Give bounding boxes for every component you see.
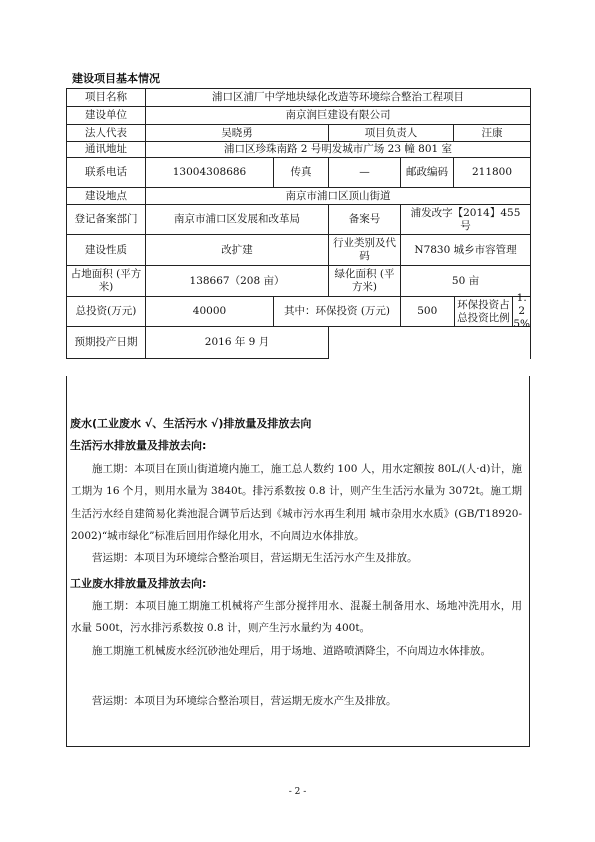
project-name: 浦口区浦厂中学地块绿化改造等环境综合整治工程项目 (146, 89, 531, 107)
approval-dept: 南京市浦口区发展和改革局 (146, 205, 329, 235)
env-invest-label: 其中：环保投资 (万元) (274, 297, 401, 327)
phone: 13004308686 (146, 158, 274, 188)
industrial-operation-paragraph: 营运期：本项目为环境综合整治项目，营运期无废水产生及排放。 (92, 695, 397, 707)
fax: — (329, 158, 401, 188)
start-date-label: 预期投产日期 (67, 327, 146, 359)
project-name-label: 项目名称 (67, 89, 146, 107)
env-ratio-label: 环保投资占总投资比例 (454, 297, 514, 326)
project-lead-label: 项目负责人 (329, 125, 454, 142)
table-row (67, 107, 531, 125)
site-label: 建设地点 (67, 188, 146, 205)
unit: 南京润巨建设有限公司 (146, 107, 531, 125)
table-row (67, 205, 531, 235)
project-lead: 汪康 (454, 125, 531, 142)
env-invest: 500 (401, 297, 454, 327)
nature: 改扩建 (146, 235, 329, 266)
address: 浦口区珍珠南路 2 号明发城市广场 23 幢 801 室 (146, 142, 531, 158)
record-no: 浦发改字【2014】455 号 (401, 205, 531, 235)
table-row (67, 158, 531, 188)
green-area: 50 亩 (401, 266, 531, 297)
approval-dept-label: 登记备案部门 (67, 205, 146, 235)
industrial-treatment-paragraph: 施工期施工机械废水经沉砂池处理后，用于场地、道路喷洒降尘，不向周边水体排放。 (92, 645, 491, 657)
empty-cell (329, 327, 531, 359)
site: 南京市浦口区顶山街道 (146, 188, 531, 205)
industry: N7830 城乡市容管理 (401, 235, 531, 266)
env-ratio: 1.25% (513, 292, 531, 330)
industry-label: 行业类别及代码 (329, 235, 401, 266)
table-row (67, 125, 531, 142)
postcode: 211800 (454, 158, 531, 188)
invest: 40000 (146, 297, 274, 327)
section-title: 建设项目基本情况 (72, 72, 160, 85)
domestic-construction-paragraph: 施工期：本项目在顶山街道境内施工，施工总人数约 100 人，用水定额按 80L/(人·d)计，施工期为 16 个月，则用水量为 3840t。排污系数按 0.8 计，则产生生活污水量为 3072t。施工期生活污水经自建简易化粪池混合调节后达到《城市污水再生利用 城市杂用水水质》(GB/T18920-2002)“城市绿化”标准后回用作绿化用水，不向周边水体排放。 (71, 463, 522, 542)
area-label: 占地面积 (平方米) (67, 266, 146, 297)
legal-rep-label: 法人代表 (67, 125, 146, 142)
legal-rep: 吴晓勇 (146, 125, 329, 142)
page-number: - 2 - (288, 787, 307, 797)
table-row (67, 266, 531, 297)
basic-info-table (66, 88, 531, 359)
record-no-label: 备案号 (329, 205, 401, 235)
table-row (67, 297, 531, 327)
domestic-operation-paragraph: 营运期：本项目为环境综合整治项目，营运期无生活污水产生及排放。 (92, 552, 418, 564)
postcode-label: 邮政编码 (401, 158, 454, 188)
area: 138667（208 亩） (146, 266, 329, 297)
phone-label: 联系电话 (67, 158, 146, 188)
green-area-label: 绿化面积 (平方米) (329, 266, 401, 297)
domestic-heading: 生活污水排放量及排放去向: (70, 439, 207, 452)
table-row (67, 235, 531, 266)
invest-label: 总投资(万元) (67, 297, 146, 327)
table-row (67, 142, 531, 158)
table-row (67, 89, 531, 107)
start-date: 2016 年 9 月 (146, 327, 329, 359)
industrial-construction-paragraph: 施工期：本项目施工期施工机械将产生部分搅拌用水、混凝土制备用水、场地冲洗用水，用水量 500t，污水排污系数按 0.8 计，则产生污水量约为 400t。 (71, 600, 522, 635)
unit-label: 建设单位 (67, 107, 146, 125)
table-row (67, 327, 531, 359)
industrial-heading: 工业废水排放量及排放去向: (70, 577, 207, 590)
address-label: 通讯地址 (67, 142, 146, 158)
nature-label: 建设性质 (67, 235, 146, 266)
wastewater-heading: 废水(工业废水 √、生活污水 √)排放量及排放去向 (70, 417, 312, 430)
fax-label: 传真 (274, 158, 329, 188)
table-row (67, 188, 531, 205)
